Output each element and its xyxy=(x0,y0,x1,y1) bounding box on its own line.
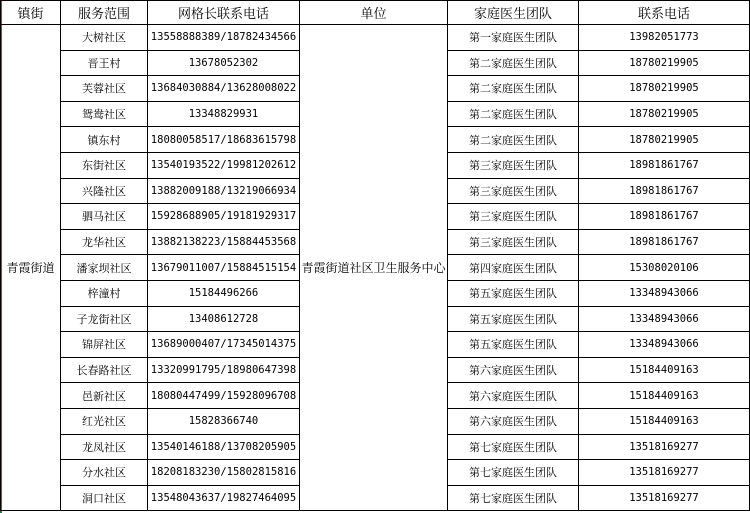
area-cell: 鸳鸯社区 xyxy=(61,101,148,127)
header-unit: 单位 xyxy=(300,1,448,25)
grid-phone-cell: 13684030884/13628008022 xyxy=(148,76,300,102)
grid-phone-cell: 15828366740 xyxy=(148,408,300,434)
header-town: 镇街 xyxy=(1,1,61,25)
grid-phone-cell: 13882009188/13219066934 xyxy=(148,178,300,204)
header-team: 家庭医生团队 xyxy=(448,1,579,25)
phone-cell: 18780219905 xyxy=(579,50,750,76)
phone-cell: 18981861767 xyxy=(579,204,750,230)
grid-phone-cell: 13348829931 xyxy=(148,101,300,127)
area-cell: 红光社区 xyxy=(61,408,148,434)
phone-cell: 18780219905 xyxy=(579,76,750,102)
grid-phone-cell: 13320991795/18980647398 xyxy=(148,357,300,383)
team-cell: 第七家庭医生团队 xyxy=(448,485,579,511)
team-cell: 第二家庭医生团队 xyxy=(448,101,579,127)
area-cell: 芙蓉社区 xyxy=(61,76,148,102)
area-cell: 龙华社区 xyxy=(61,229,148,255)
grid-phone-cell: 13408612728 xyxy=(148,306,300,332)
unit-cell: 青霞街道社区卫生服务中心 xyxy=(300,25,448,511)
team-cell: 第二家庭医生团队 xyxy=(448,127,579,153)
area-cell: 潘家坝社区 xyxy=(61,255,148,281)
team-cell: 第二家庭医生团队 xyxy=(448,76,579,102)
team-cell: 第五家庭医生团队 xyxy=(448,280,579,306)
team-cell: 第四家庭医生团队 xyxy=(448,255,579,281)
grid-phone-cell: 18208183230/15802815816 xyxy=(148,460,300,486)
area-cell: 镇东村 xyxy=(61,127,148,153)
phone-cell: 18981861767 xyxy=(579,152,750,178)
team-cell: 第三家庭医生团队 xyxy=(448,204,579,230)
grid-phone-cell: 13679011007/15884515154 xyxy=(148,255,300,281)
team-cell: 第六家庭医生团队 xyxy=(448,383,579,409)
area-cell: 大树社区 xyxy=(61,25,148,51)
phone-cell: 13518169277 xyxy=(579,485,750,511)
phone-cell: 18780219905 xyxy=(579,127,750,153)
grid-phone-cell: 13540146188/13708205905 xyxy=(148,434,300,460)
phone-cell: 18981861767 xyxy=(579,229,750,255)
team-cell: 第七家庭医生团队 xyxy=(448,460,579,486)
team-cell: 第五家庭医生团队 xyxy=(448,332,579,358)
area-cell: 兴隆社区 xyxy=(61,178,148,204)
town-cell: 青霞街道 xyxy=(1,25,61,511)
area-cell: 龙凤社区 xyxy=(61,434,148,460)
grid-phone-cell: 13558888389/18782434566 xyxy=(148,25,300,51)
team-cell: 第五家庭医生团队 xyxy=(448,306,579,332)
area-cell: 长春路社区 xyxy=(61,357,148,383)
grid-phone-cell: 13882138223/15884453568 xyxy=(148,229,300,255)
phone-cell: 15184409163 xyxy=(579,357,750,383)
phone-cell: 13518169277 xyxy=(579,460,750,486)
phone-cell: 18981861767 xyxy=(579,178,750,204)
grid-phone-cell: 15928688905/19181929317 xyxy=(148,204,300,230)
table-row xyxy=(1,25,750,51)
grid-phone-cell: 13540193522/19981202612 xyxy=(148,152,300,178)
grid-phone-cell: 13678052302 xyxy=(148,50,300,76)
team-cell: 第三家庭医生团队 xyxy=(448,229,579,255)
phone-cell: 13982051773 xyxy=(579,25,750,51)
grid-phone-cell: 15184496266 xyxy=(148,280,300,306)
team-cell: 第一家庭医生团队 xyxy=(448,25,579,51)
area-cell: 分水社区 xyxy=(61,460,148,486)
grid-phone-cell: 18080447499/15928096708 xyxy=(148,383,300,409)
grid-phone-cell: 13548043637/19827464095 xyxy=(148,485,300,511)
area-cell: 邑新社区 xyxy=(61,383,148,409)
phone-cell: 13518169277 xyxy=(579,434,750,460)
team-cell: 第六家庭医生团队 xyxy=(448,357,579,383)
phone-cell: 13348943066 xyxy=(579,332,750,358)
table-header-row xyxy=(1,1,750,25)
team-cell: 第三家庭医生团队 xyxy=(448,178,579,204)
phone-cell: 13348943066 xyxy=(579,280,750,306)
header-phone: 联系电话 xyxy=(579,1,750,25)
team-cell: 第六家庭医生团队 xyxy=(448,408,579,434)
area-cell: 驷马社区 xyxy=(61,204,148,230)
grid-phone-cell: 13689000407/17345014375 xyxy=(148,332,300,358)
area-cell: 东街社区 xyxy=(61,152,148,178)
area-cell: 梓潼村 xyxy=(61,280,148,306)
grid-phone-cell: 18080058517/18683615798 xyxy=(148,127,300,153)
team-cell: 第三家庭医生团队 xyxy=(448,152,579,178)
area-cell: 子龙街社区 xyxy=(61,306,148,332)
header-service-area: 服务范围 xyxy=(61,1,148,25)
team-cell: 第二家庭医生团队 xyxy=(448,50,579,76)
phone-cell: 15308020106 xyxy=(579,255,750,281)
team-cell: 第七家庭医生团队 xyxy=(448,434,579,460)
area-cell: 洞口社区 xyxy=(61,485,148,511)
phone-cell: 13348943066 xyxy=(579,306,750,332)
area-cell: 晋王村 xyxy=(61,50,148,76)
phone-cell: 15184409163 xyxy=(579,383,750,409)
phone-cell: 18780219905 xyxy=(579,101,750,127)
area-cell: 锦屏社区 xyxy=(61,332,148,358)
header-grid-phone: 网格长联系电话 xyxy=(148,1,300,25)
phone-cell: 15184409163 xyxy=(579,408,750,434)
